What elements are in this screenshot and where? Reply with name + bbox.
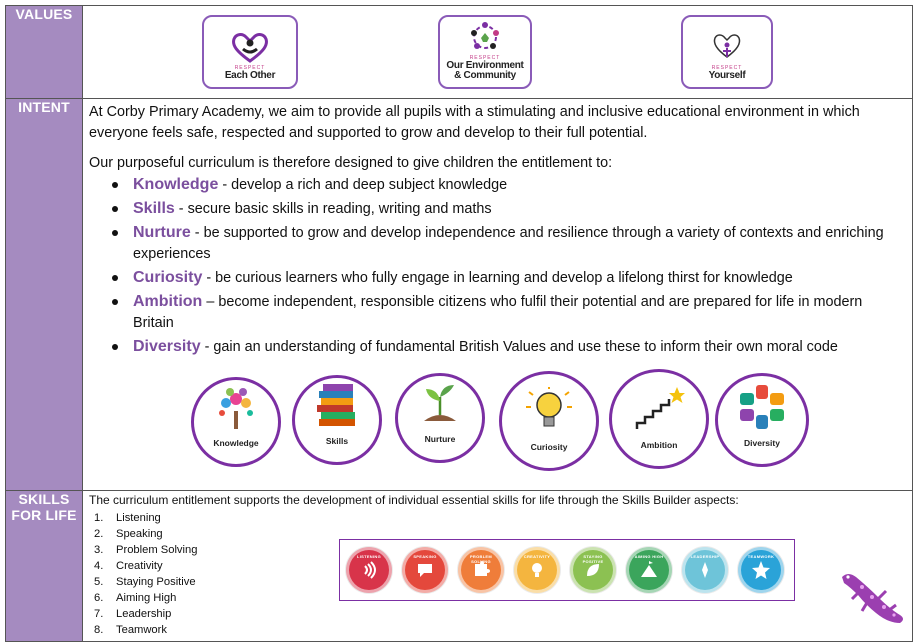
skill-label: Creativity <box>116 560 163 572</box>
circle-label: Nurture <box>424 434 456 444</box>
entitlement-keyword: Skills <box>133 200 175 217</box>
skill-item <box>94 622 906 638</box>
entitlement-keyword: Ambition <box>133 293 203 310</box>
skill-number: 1. <box>94 512 104 524</box>
value-title: Each Other <box>224 70 276 81</box>
skill-number: 7. <box>94 608 104 620</box>
entitlement-item <box>133 174 906 196</box>
entitlement-text: – become independent, responsible citizens who fulfil their potential and are prepared for life in modern Britain <box>133 294 863 331</box>
badge-label: AIMING HIGH <box>634 554 664 559</box>
lightbulb-icon <box>527 560 547 580</box>
leadership-badge <box>682 547 728 593</box>
team-star-icon <box>751 560 771 580</box>
badge-label: CREATIVITY <box>523 554 551 559</box>
entitlement-keyword: Curiosity <box>133 269 203 286</box>
skill-number: 4. <box>94 560 104 572</box>
value-respect-text: RESPECT <box>234 65 266 71</box>
circle-label: Ambition <box>640 440 678 450</box>
badge-label: LISTENING <box>356 554 382 559</box>
badge-label: TEAMWORK <box>747 554 775 559</box>
speaking-badge <box>402 547 448 593</box>
heart-person-icon <box>707 31 747 63</box>
curriculum-table <box>5 5 913 642</box>
skill-label: Staying Positive <box>116 576 196 588</box>
values-cell <box>83 6 913 99</box>
entitlement-text: - develop a rich and deep subject knowledge <box>218 177 508 193</box>
skill-label: Problem Solving <box>116 544 198 556</box>
sprout-icon <box>414 379 466 427</box>
intent-cell <box>83 99 913 491</box>
speech-bubble-icon <box>415 560 435 580</box>
entitlement-item <box>133 222 906 265</box>
colorful-tree-icon <box>210 383 262 431</box>
intent-paragraph: At Corby Primary Academy, we aim to provide all pupils with a stimulating and inclusive educational environment in which everyone feels safe, respected and supported to grow and develop to their full potential. <box>89 104 860 141</box>
staying-positive-badge <box>570 547 616 593</box>
community-circle-icon <box>465 21 505 53</box>
skills-circle <box>292 375 382 465</box>
entitlement-keyword: Knowledge <box>133 176 219 193</box>
teamwork-badge <box>738 547 784 593</box>
entitlement-text: - secure basic skills in reading, writing and maths <box>174 201 492 217</box>
badge-label: STAYING POSITIVE <box>582 554 604 564</box>
values-label: VALUES <box>6 6 83 99</box>
skill-number: 6. <box>94 592 104 604</box>
skill-label: Teamwork <box>116 624 167 636</box>
problem-solving-badge <box>458 547 504 593</box>
intent-entitlement-paragraph: Our purposeful curriculum is therefore designed to give children the entitlement to: <box>89 155 613 171</box>
skill-item <box>94 510 906 526</box>
lightbulb-icon <box>523 387 575 435</box>
value-title: Yourself <box>708 70 746 81</box>
badge-label: LEADERSHIP <box>690 554 720 559</box>
entitlement-item <box>133 291 906 334</box>
ambition-circle <box>609 369 709 469</box>
skill-number: 3. <box>94 544 104 556</box>
circle-label: Knowledge <box>213 438 259 448</box>
skill-item <box>94 606 906 622</box>
nurture-circle <box>395 373 485 463</box>
circle-label: Diversity <box>744 438 780 448</box>
intent-label: INTENT <box>6 99 83 491</box>
entitlement-text: - be curious learners who fully engage in learning and develop a lifelong thirst for knowledge <box>202 270 793 286</box>
skills-intro: The curriculum entitlement supports the development of individual essential skills for life through the Skills Builder aspects: <box>89 493 739 507</box>
hands-circle-icon <box>736 383 788 431</box>
skills-label-line2: FOR LIFE <box>11 507 77 523</box>
entitlement-keyword: Diversity <box>133 338 201 355</box>
circle-label: Skills <box>325 436 349 446</box>
value-title: Our Environment <box>446 60 524 71</box>
entitlement-icons <box>191 371 891 477</box>
book-stack-icon <box>311 381 363 429</box>
respect-each-other-card <box>202 15 298 89</box>
ear-waves-icon <box>359 560 379 580</box>
skill-label: Speaking <box>116 528 163 540</box>
skill-label: Leadership <box>116 608 172 620</box>
mountain-flag-icon <box>639 560 659 580</box>
purple-lizard-icon <box>838 569 908 629</box>
heart-people-icon <box>230 31 270 63</box>
value-respect-text: RESPECT <box>469 55 501 61</box>
entitlement-item <box>133 198 906 220</box>
skills-builder-badges <box>339 539 795 601</box>
aiming-high-badge <box>626 547 672 593</box>
circle-label: Curiosity <box>530 442 568 452</box>
skills-cell <box>83 491 913 642</box>
entitlement-item <box>133 336 906 358</box>
skills-for-life-label <box>6 491 83 642</box>
respect-environment-card <box>438 15 532 89</box>
skill-number: 8. <box>94 624 104 636</box>
entitlement-text: - be supported to grow and develop independence and resilience through a variety of contexts and enriching experiences <box>133 225 884 262</box>
value-respect-text: RESPECT <box>711 65 743 71</box>
entitlement-item <box>133 267 906 289</box>
skill-label: Aiming High <box>116 592 177 604</box>
skill-number: 2. <box>94 528 104 540</box>
listening-badge <box>346 547 392 593</box>
skills-label-line1: SKILLS <box>18 491 70 507</box>
stairs-star-icon <box>633 385 685 433</box>
respect-yourself-card <box>681 15 773 89</box>
skill-label: Listening <box>116 512 161 524</box>
entitlement-list <box>89 174 906 358</box>
compass-icon <box>695 560 715 580</box>
curiosity-circle <box>499 371 599 471</box>
value-title-line2: & Community <box>454 70 516 81</box>
badge-label: SPEAKING <box>413 554 437 559</box>
creativity-badge <box>514 547 560 593</box>
skill-number: 5. <box>94 576 104 588</box>
entitlement-text: - gain an understanding of fundamental British Values and use these to inform their own moral code <box>200 339 838 355</box>
entitlement-keyword: Nurture <box>133 224 191 241</box>
knowledge-circle <box>191 377 281 467</box>
badge-label: PROBLEM SOLVING <box>469 554 493 564</box>
diversity-circle <box>715 373 809 467</box>
